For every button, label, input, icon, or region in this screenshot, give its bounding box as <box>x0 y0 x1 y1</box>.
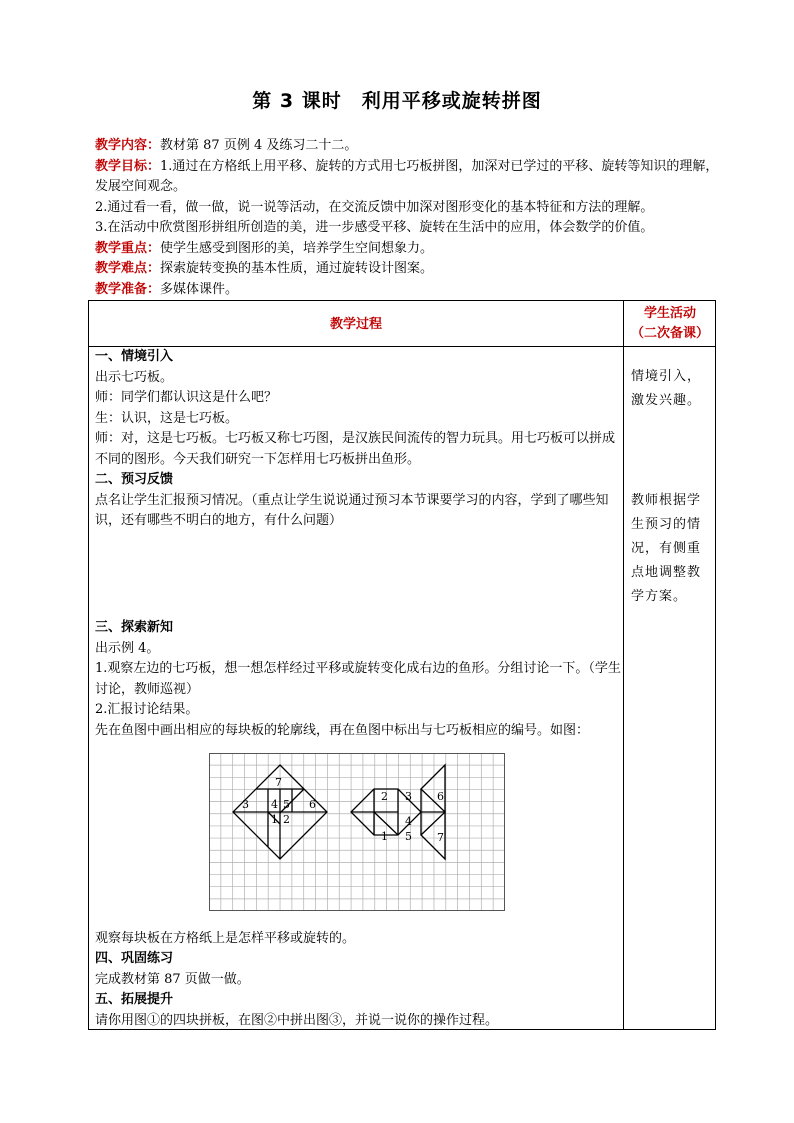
section-heading: 一、情境引入 <box>95 349 174 364</box>
meta-content: 教学内容：教材第 87 页例 4 及练习二十二。 <box>95 138 358 153</box>
section-heading: 四、巩固练习 <box>95 951 174 966</box>
square-label-6: 6 <box>309 798 316 811</box>
tangram-fish <box>351 765 445 859</box>
meta-objective-1: 教学目标：1.通过在方格纸上用平移、旋转的方式用七巧板拼图，加深对已学过的平移、旋转等知识的理解，发展空间观念。 <box>95 158 719 194</box>
section-explore: 三、探索新知 出示例 4。 1.观察左边的七巧板，想一想怎样经过平移或旋转变化成右边的鱼形。分组讨论一下。（学生讨论，教师巡视） 2.汇报讨论结果。 先在鱼图中画出相应的每块板的轮廓线，再在鱼图中标出与七巧板相应的编号。如图： <box>95 620 621 738</box>
section-preview: 二、预习反馈 点名让学生汇报预习情况。（重点让学生说说通过预习本节课要学习的内容，学到了哪些知识，还有哪些不明白的地方，有什么问题） <box>95 470 621 532</box>
section-heading: 二、预习反馈 <box>95 472 174 487</box>
fish-label-7: 7 <box>437 831 444 844</box>
section-intro: 一、情境引入 出示七巧板。 师：同学们都认识这是什么吧？ 生：认识，这是七巧板。 师：对，这是七巧板。七巧板又称七巧图，是汉族民间流传的智力玩具。用七巧板可以拼成不同的图形。今天我们研究一下怎样用七巧板拼出鱼形。 <box>95 347 621 470</box>
page-title: 第 3 课时 利用平移或旋转拼图 <box>252 90 542 112</box>
fish-label-3: 3 <box>405 790 412 803</box>
fish-label-4: 4 <box>405 815 412 828</box>
section-practice: 四、巩固练习 完成教材第 87 页做一做。 <box>95 949 621 990</box>
lesson-meta <box>95 136 725 300</box>
square-label-5: 5 <box>283 798 290 811</box>
fish-label-5: 5 <box>405 830 412 843</box>
square-label-7: 7 <box>275 776 282 789</box>
section-extension: 五、拓展提升 请你用图①的四块拼板，在图②中拼出图③，并说一说你的操作过程。 <box>95 990 621 1031</box>
square-label-3: 3 <box>242 798 249 811</box>
meta-preparation: 教学准备：多媒体课件。 <box>95 281 239 297</box>
tangram-figure <box>209 753 505 911</box>
square-label-1: 1 <box>271 813 278 826</box>
section-heading: 三、探索新知 <box>95 620 174 635</box>
fish-label-1: 1 <box>381 830 388 843</box>
meta-objective-2: 2.通过看一看，做一做，说一说等活动，在交流反馈中加深对图形变化的基本特征和方法的理解。 <box>95 199 654 215</box>
fish-label-6: 6 <box>437 790 444 803</box>
meta-key-point: 教学重点：使学生感受到图形的美，培养学生空间想象力。 <box>95 240 434 256</box>
column-divider <box>623 301 624 1029</box>
fish-label-2: 2 <box>381 790 388 803</box>
header-process: 教学过程 <box>329 317 382 332</box>
lesson-table <box>88 300 716 1030</box>
figure-caption: 观察每块板在方格纸上是怎样平移或旋转的。 <box>95 931 356 946</box>
meta-objective-3: 3.在活动中欣赏图形拼组所创造的美，进一步感受平移、旋转在生活中的应用，体会数学的价值。 <box>95 220 654 235</box>
side-note-intro: 情境引入，激发兴趣。 <box>631 369 702 408</box>
section-heading: 五、拓展提升 <box>95 992 174 1007</box>
header-activity: 学生活动 （二次备课） <box>630 306 709 341</box>
square-label-2: 2 <box>283 813 290 826</box>
side-note-preview: 教师根据学生预习的情况，有侧重点地调整教学方案。 <box>631 493 702 604</box>
meta-difficulty: 教学难点：探索旋转变换的基本性质，通过旋转设计图案。 <box>95 261 434 276</box>
square-label-4: 4 <box>271 798 278 811</box>
figure-labels <box>242 776 444 844</box>
